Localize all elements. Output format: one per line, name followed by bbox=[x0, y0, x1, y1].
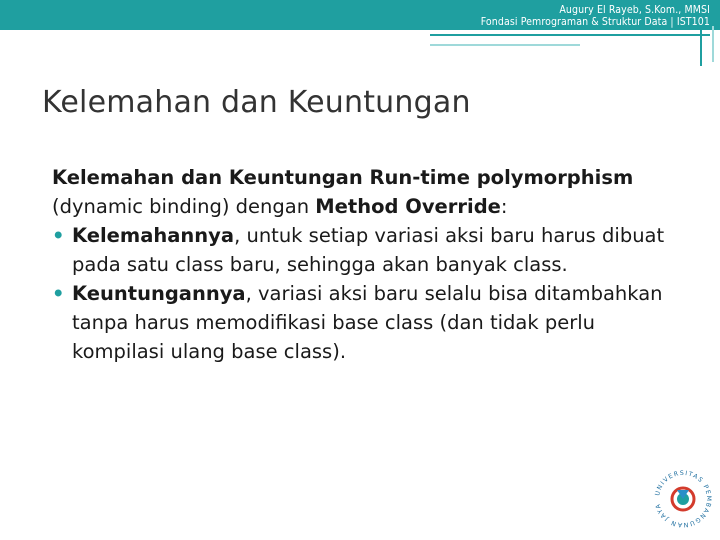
intro-method: Method Override bbox=[315, 195, 501, 218]
bullet-text: , variasi aksi baru selalu bisa ditambahkan tanpa harus memodifikasi base class (dan tidak perlu kompilasi ulang base class). bbox=[72, 282, 663, 363]
bullet-bold: Keuntungannya bbox=[72, 282, 246, 305]
header-text bbox=[481, 4, 710, 28]
header-rule-light bbox=[430, 44, 580, 46]
intro-paragraph bbox=[52, 163, 692, 221]
intro-colon: : bbox=[500, 195, 508, 218]
bullet-item bbox=[52, 279, 692, 366]
slide-title: Kelemahan dan Keuntungan bbox=[42, 85, 471, 120]
bullet-text: , untuk setiap variasi aksi baru harus dibuat pada satu class baru, sehingga akan banyak class. bbox=[72, 224, 665, 276]
bullet-item bbox=[52, 221, 692, 279]
bullet-bold: Kelemahannya bbox=[72, 224, 235, 247]
header-vertical-rule bbox=[700, 26, 702, 66]
intro-bold: Kelemahan dan Keuntungan Run-time polymorphism bbox=[52, 166, 634, 189]
header-author: Augury El Rayeb, S.Kom., MMSI bbox=[559, 4, 710, 16]
logo-text: UNIVERSITAS PEMBANGUNAN JAYA bbox=[654, 469, 713, 529]
bullet-dot: • bbox=[52, 224, 65, 247]
university-seal-icon bbox=[650, 466, 716, 532]
bullet-dot: • bbox=[52, 282, 65, 305]
header-rule bbox=[430, 34, 710, 36]
slide-body bbox=[52, 163, 692, 366]
header-course: Fondasi Pemrograman & Struktur Data | IST101 bbox=[480, 16, 710, 28]
intro-text: (dynamic binding) dengan bbox=[52, 195, 316, 218]
header-vertical-rule-light bbox=[712, 26, 714, 62]
